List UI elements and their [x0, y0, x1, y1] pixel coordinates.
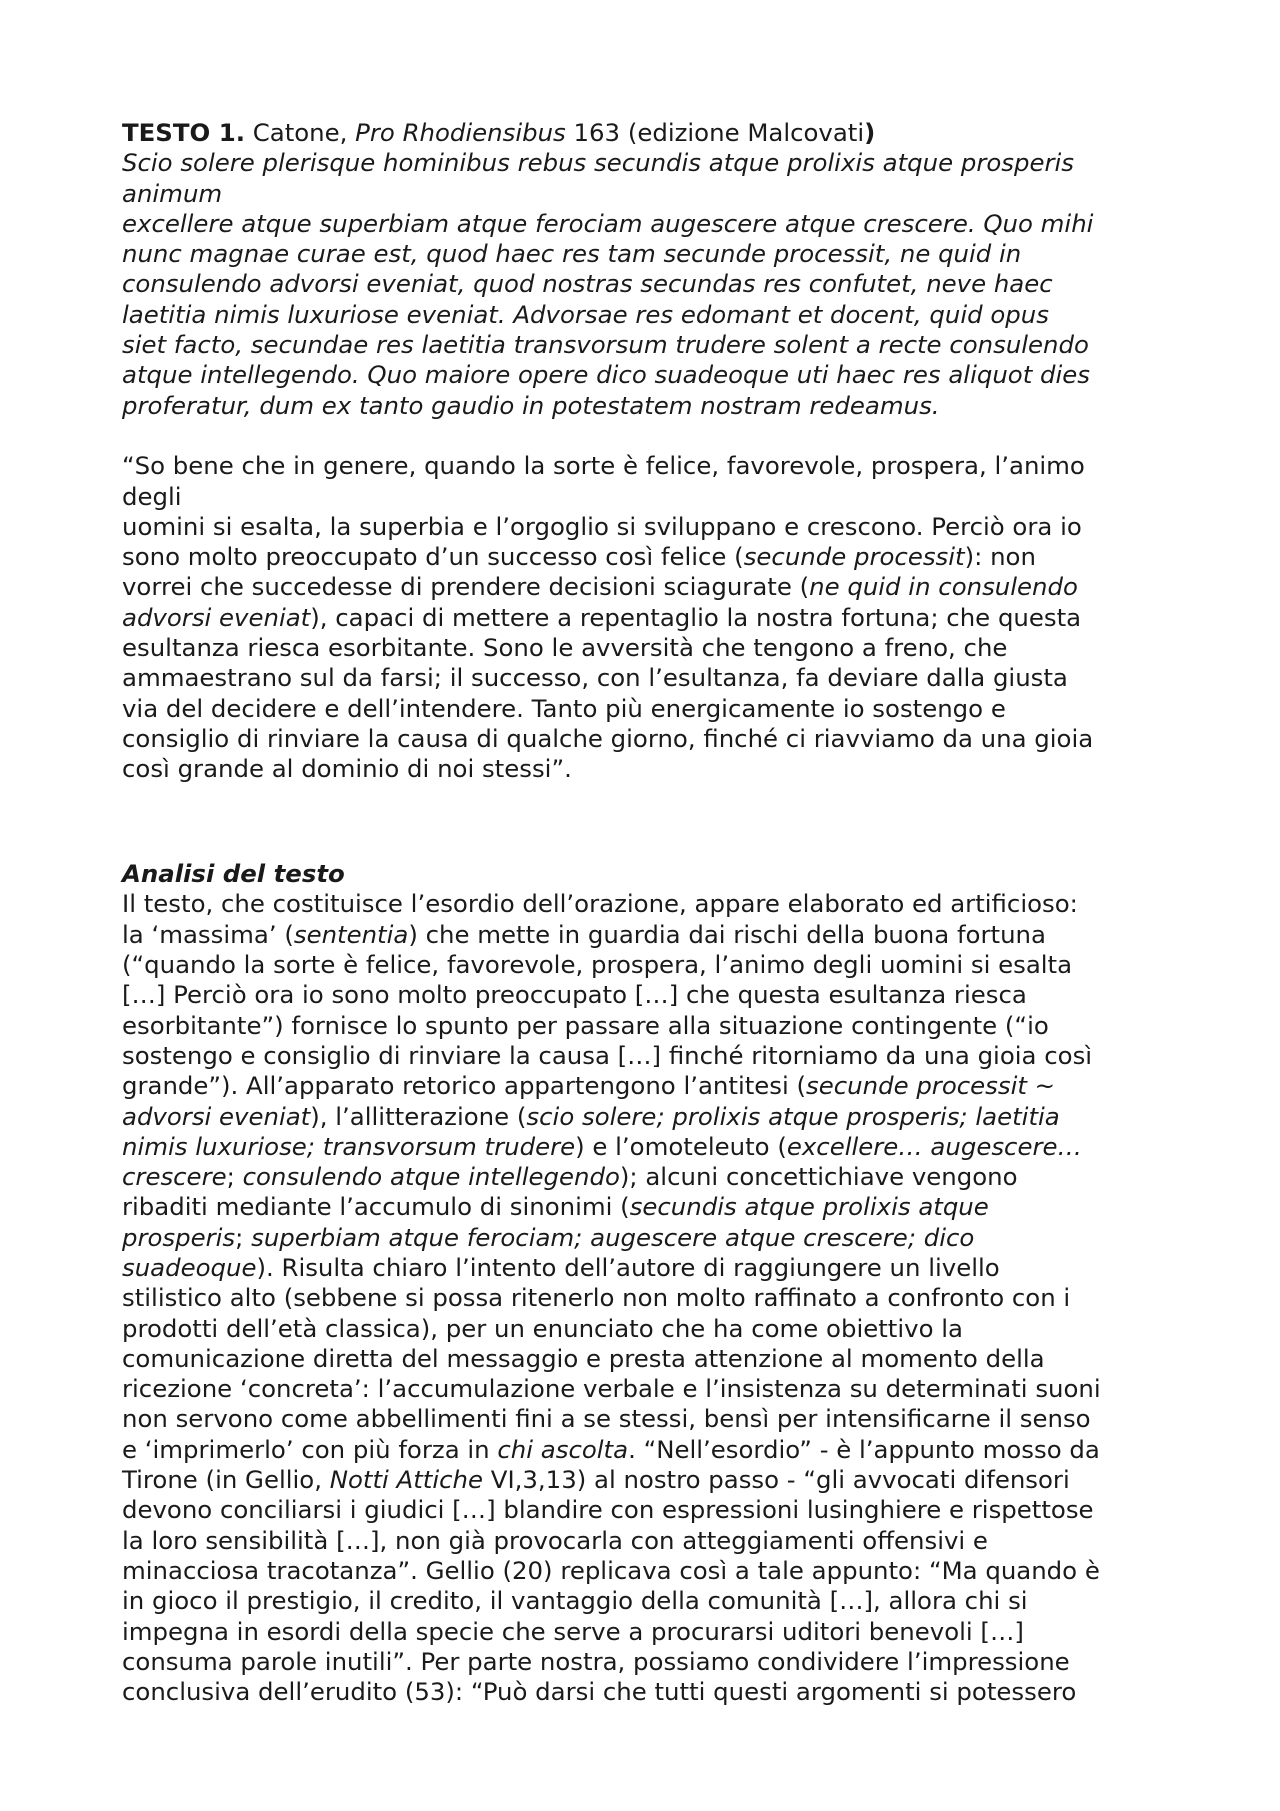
text-run: la ‘massima’ (: [122, 919, 294, 949]
latin-line: excellere atque superbiam atque ferociam augescere atque crescere. Quo mihi: [122, 208, 1094, 238]
work-title: Notti Attiche: [329, 1465, 484, 1495]
analysis-line: devono conciliarsi i giudici […] blandire con espressioni lusinghiere e rispettose: [122, 1495, 1094, 1525]
analysis-line: [122, 1465, 1182, 1495]
analysis-line: [122, 1102, 1182, 1132]
analysis-line: non servono come abbellimenti fini a se stessi, bensì per intensificarne il senso: [122, 1404, 1091, 1434]
text-run: ); alcuni concettichiave vengono: [619, 1162, 1018, 1192]
analysis-line: [122, 1132, 1182, 1162]
translation-line: “So bene che in genere, quando la sorte è felice, favorevole, prospera, l’animo: [122, 451, 1085, 481]
text-run: ): non: [964, 542, 1036, 572]
latin-quote: secunde processit: [743, 542, 965, 572]
latin-line: laetitia nimis luxuriose eveniat. Advorsae res edomant et docent, quid opus: [122, 299, 1049, 329]
latin-line: consulendo advorsi eveniat, quod nostras secundas res confutet, neve haec: [122, 269, 1053, 299]
edition: 163 (edizione Malcovati: [565, 118, 865, 147]
analysis-line: impegna in esordi della specie che serve a procurarsi uditori benevoli […]: [122, 1616, 1024, 1646]
analysis-line: stilistico alto (sebbene si possa ritenerlo non molto raffinato a confronto con i: [122, 1283, 1071, 1313]
text-run: . “Nell’esordio” - è l’appunto mosso da: [628, 1434, 1100, 1464]
latin-quote: consulendo atque intellegendo: [242, 1162, 620, 1192]
translation-line: consiglio di rinviare la causa di qualche giorno, finché ci riavviamo da una gioia: [122, 723, 1094, 753]
translation-line: [122, 572, 1182, 602]
translation-line: [122, 542, 1182, 572]
translation-line: ammaestrano sul da farsi; il successo, con l’esultanza, fa deviare dalla giusta: [122, 663, 1068, 693]
translation-line: via del decidere e dell’intendere. Tanto più energicamente io sostengo e: [122, 693, 1006, 723]
text-run: ), capaci di mettere a repentaglio la nostra fortuna; che questa: [310, 602, 1082, 632]
latin-line: nunc magnae curae est, quod haec res tam secunde processit, ne quid in: [122, 239, 1022, 269]
latin-quote: crescere: [122, 1162, 227, 1192]
latin-line: animum: [122, 178, 223, 208]
analysis-line: consuma parole inutili”. Per parte nostra, possiamo condividere l’impressione: [122, 1646, 1070, 1676]
close-paren: ): [864, 118, 876, 147]
document-page: [122, 118, 1182, 1707]
latin-line: atque intellegendo. Quo maiore opere dico suadeoque uti haec res aliquot dies: [122, 360, 1090, 390]
latin-quote: prosperis: [122, 1222, 236, 1252]
text-run: vorrei che succedesse di prendere decisioni sciagurate (: [122, 572, 810, 602]
latin-line: Scio solere plerisque hominibus rebus secundis atque prolixis atque prosperis: [122, 148, 1074, 178]
translation-line: uomini si esalta, la superbia e l’orgoglio si sviluppano e crescono. Perciò ora io: [122, 511, 1082, 541]
text-run: e ‘imprimerlo’ con più forza in: [122, 1434, 498, 1464]
analysis-line: [122, 1162, 1182, 1192]
analysis-line: [122, 1435, 1182, 1465]
section-heading: Analisi del testo: [122, 859, 345, 889]
testo-label: TESTO 1.: [122, 118, 245, 147]
translation-text: [122, 451, 1182, 784]
analysis-line: (“quando la sorte è felice, favorevole, prospera, l’animo degli uomini si esalta: [122, 950, 1073, 980]
text-run: ), l’allitterazione (: [310, 1101, 527, 1131]
latin-quote: sententia: [293, 919, 409, 949]
emphasis: chi ascolta: [497, 1434, 629, 1464]
author: Catone,: [244, 118, 356, 147]
text-run: grande”). All’apparato retorico appartengono l’antitesi (: [122, 1071, 807, 1101]
latin-text: [122, 148, 1182, 421]
analysis-line: in gioco il prestigio, il credito, il vantaggio della comunità […], allora chi si: [122, 1586, 1028, 1616]
latin-quote: nimis luxuriose; transvorsum trudere: [122, 1131, 576, 1161]
latin-quote: advorsi eveniat: [122, 602, 311, 632]
latin-quote: ne quid in consulendo: [809, 572, 1078, 602]
analysis-line: […] Perciò ora io sono molto preoccupato […] che questa esultanza riesca: [122, 980, 1027, 1010]
translation-line: degli: [122, 481, 182, 511]
analysis-line: comunicazione diretta del messaggio e presta attenzione al momento della: [122, 1343, 1045, 1373]
text-run: ) che mette in guardia dai rischi della buona fortuna: [408, 919, 1046, 949]
analysis-line: Il testo, che costituisce l’esordio dell’orazione, appare elaborato ed artificioso:: [122, 889, 1078, 919]
analysis-line: sostengo e consiglio di rinviare la causa […] finché ritorniamo da una gioia così: [122, 1040, 1093, 1070]
testo1-header: [122, 118, 1182, 148]
text-run: VI,3,13) al nostro passo - “gli avvocati difensori: [483, 1465, 1070, 1495]
analysis-line: la loro sensibilità […], non già provocarla con atteggiamenti offensivi e: [122, 1525, 988, 1555]
text-run: Tirone (in Gellio,: [122, 1465, 330, 1495]
analysis-line: [122, 1253, 1182, 1283]
analysis-line: prodotti dell’età classica), per un enunciato che ha come obiettivo la: [122, 1313, 963, 1343]
text-run: ribaditi mediante l’accumulo di sinonimi (: [122, 1192, 630, 1222]
analysis-line: minacciosa tracotanza”. Gellio (20) replicava così a tale appunto: “Ma quando è: [122, 1555, 1100, 1585]
text-run: ;: [226, 1162, 243, 1192]
translation-line: esultanza riesca esorbitante. Sono le avversità che tengono a freno, che: [122, 633, 1008, 663]
analysis-line: [122, 1071, 1182, 1101]
analysis-line: [122, 1192, 1182, 1222]
latin-quote: superbiam atque ferociam; augescere atque crescere; dico: [251, 1222, 975, 1252]
analysis-line: esorbitante”) fornisce lo spunto per passare alla situazione contingente (“io: [122, 1010, 1049, 1040]
analysis-line: ricezione ‘concreta’: l’accumulazione verbale e l’insistenza su determinati suoni: [122, 1374, 1101, 1404]
latin-quote: excellere… augescere…: [786, 1131, 1082, 1161]
latin-line: proferatur, dum ex tanto gaudio in potestatem nostram redeamus.: [122, 390, 940, 420]
latin-line: siet facto, secundae res laetitia transvorsum trudere solent a recte consulendo: [122, 330, 1089, 360]
text-run: ). Risulta chiaro l’intento dell’autore di raggiungere un livello: [256, 1252, 1000, 1282]
spacer: [122, 785, 1182, 846]
text-run: ;: [235, 1222, 252, 1252]
analysis-line: [122, 1223, 1182, 1253]
latin-quote: suadeoque: [122, 1252, 257, 1282]
analysis-line: [122, 920, 1182, 950]
analysis-text: [122, 889, 1182, 1707]
latin-quote: scio solere; prolixis atque prosperis; laetitia: [526, 1101, 1060, 1131]
translation-line: così grande al dominio di noi stessi”.: [122, 754, 572, 784]
translation-line: [122, 603, 1182, 633]
text-run: ) e l’omoteleuto (: [575, 1131, 787, 1161]
work-title: Pro Rhodiensibus: [355, 118, 566, 147]
spacer: [122, 421, 1182, 451]
latin-quote: secunde processit ~: [806, 1071, 1056, 1101]
latin-quote: advorsi eveniat: [122, 1101, 311, 1131]
text-run: sono molto preoccupato d’un successo così felice (: [122, 542, 744, 572]
latin-quote: secundis atque prolixis atque: [629, 1192, 989, 1222]
analysis-line: conclusiva dell’erudito (53): “Può darsi che tutti questi argomenti si potessero: [122, 1677, 1077, 1707]
